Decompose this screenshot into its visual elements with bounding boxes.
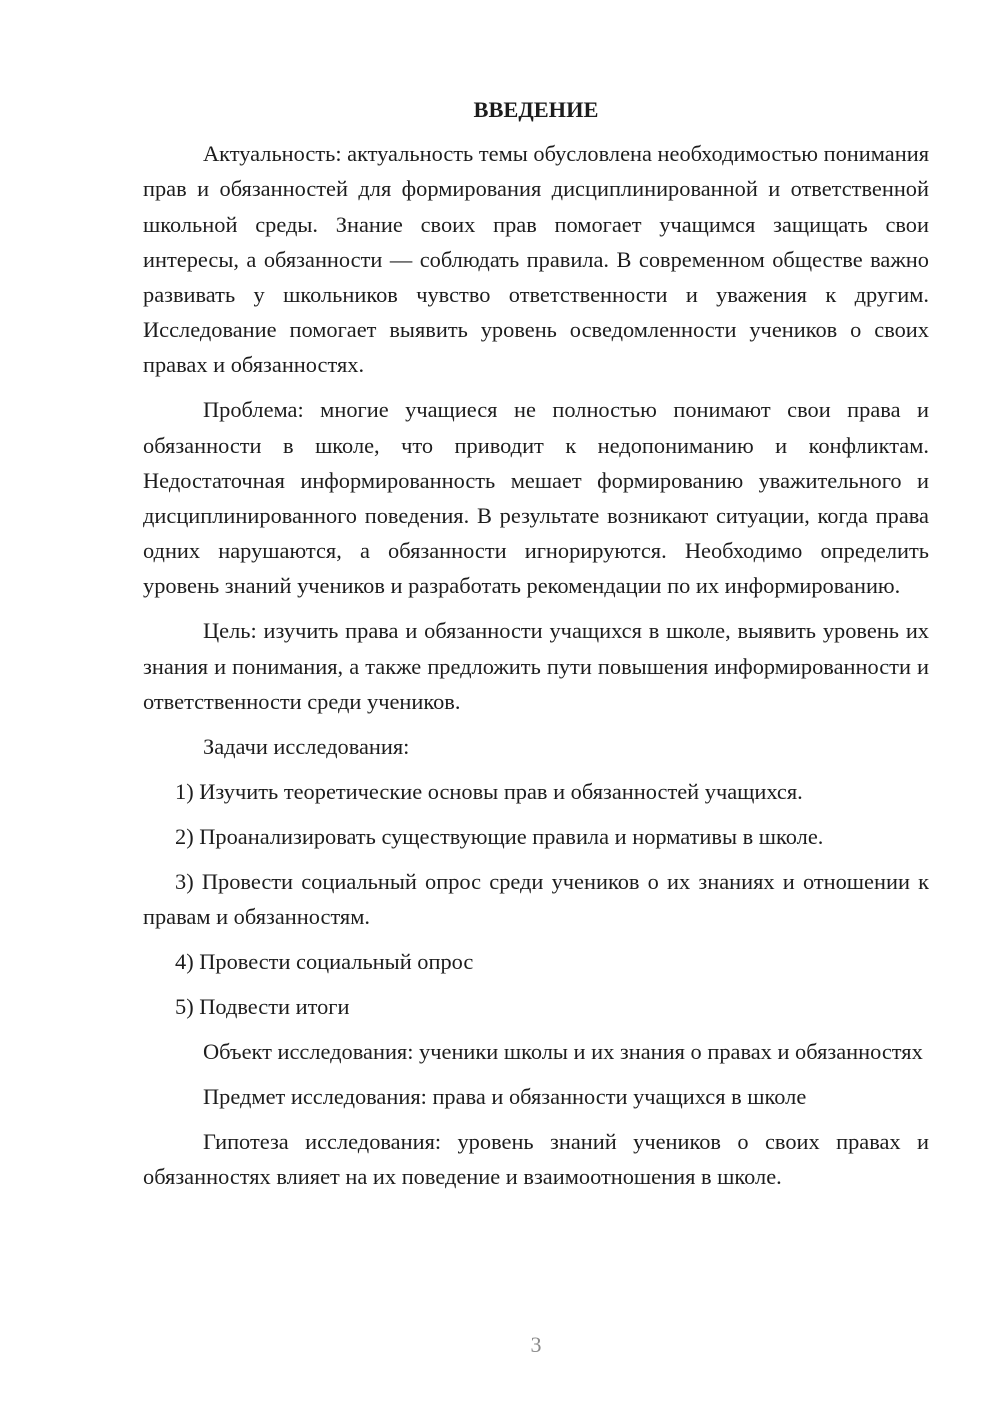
task-item-4: 4) Провести социальный опрос	[175, 949, 474, 975]
task-item-3: 3) Провести социальный опрос среди учеников о их знаниях и отношении к правам и обязанностям.	[143, 868, 929, 930]
paragraph-tasks-heading: Задачи исследования:	[203, 733, 410, 759]
section-title: ВВЕДЕНИЕ	[473, 97, 599, 122]
paragraph-problem: Проблема: многие учащиеся не полностью понимают свои права и обязанности в школе, что приводит к недопониманию и конфликтам. Недостаточная информированность мешает формированию уважительного и дисциплинированного поведения. В результате возникают ситуации, когда права одних нарушаются, а обязанности игнорируются. Необходимо определить уровень знаний учеников и разработать рекомендации по их информированию.	[143, 397, 929, 599]
paragraph-subject: Предмет исследования: права и обязанности учащихся в школе	[203, 1084, 807, 1110]
paragraph-goal: Цель: изучить права и обязанности учащихся в школе, выявить уровень их знания и понимания, а также предложить пути повышения информированности и ответственности среди учеников.	[143, 618, 929, 714]
document-body	[143, 92, 929, 1204]
paragraph-relevance: Актуальность: актуальность темы обусловлена необходимостью понимания прав и обязанностей для формирования дисциплинированной и ответственной школьной среды. Знание своих прав помогает учащимся защищать свои интересы, а обязанности — соблюдать правила. В современном обществе важно развивать у школьников чувство ответственности и уважения к другим. Исследование помогает выявить уровень осведомленности учеников о своих правах и обязанностях.	[143, 141, 929, 378]
task-item-2: 2) Проанализировать существующие правила и нормативы в школе.	[175, 823, 824, 849]
page-number: 3	[530, 1332, 542, 1357]
task-item-1: 1) Изучить теоретические основы прав и обязанностей учащихся.	[175, 778, 803, 804]
paragraph-hypothesis: Гипотеза исследования: уровень знаний учеников о своих правах и обязанностях влияет на их поведение и взаимоотношения в школе.	[143, 1129, 929, 1190]
task-item-5: 5) Подвести итоги	[175, 994, 350, 1020]
paragraph-object: Объект исследования: ученики школы и их знания о правах и обязанностях	[203, 1039, 923, 1065]
